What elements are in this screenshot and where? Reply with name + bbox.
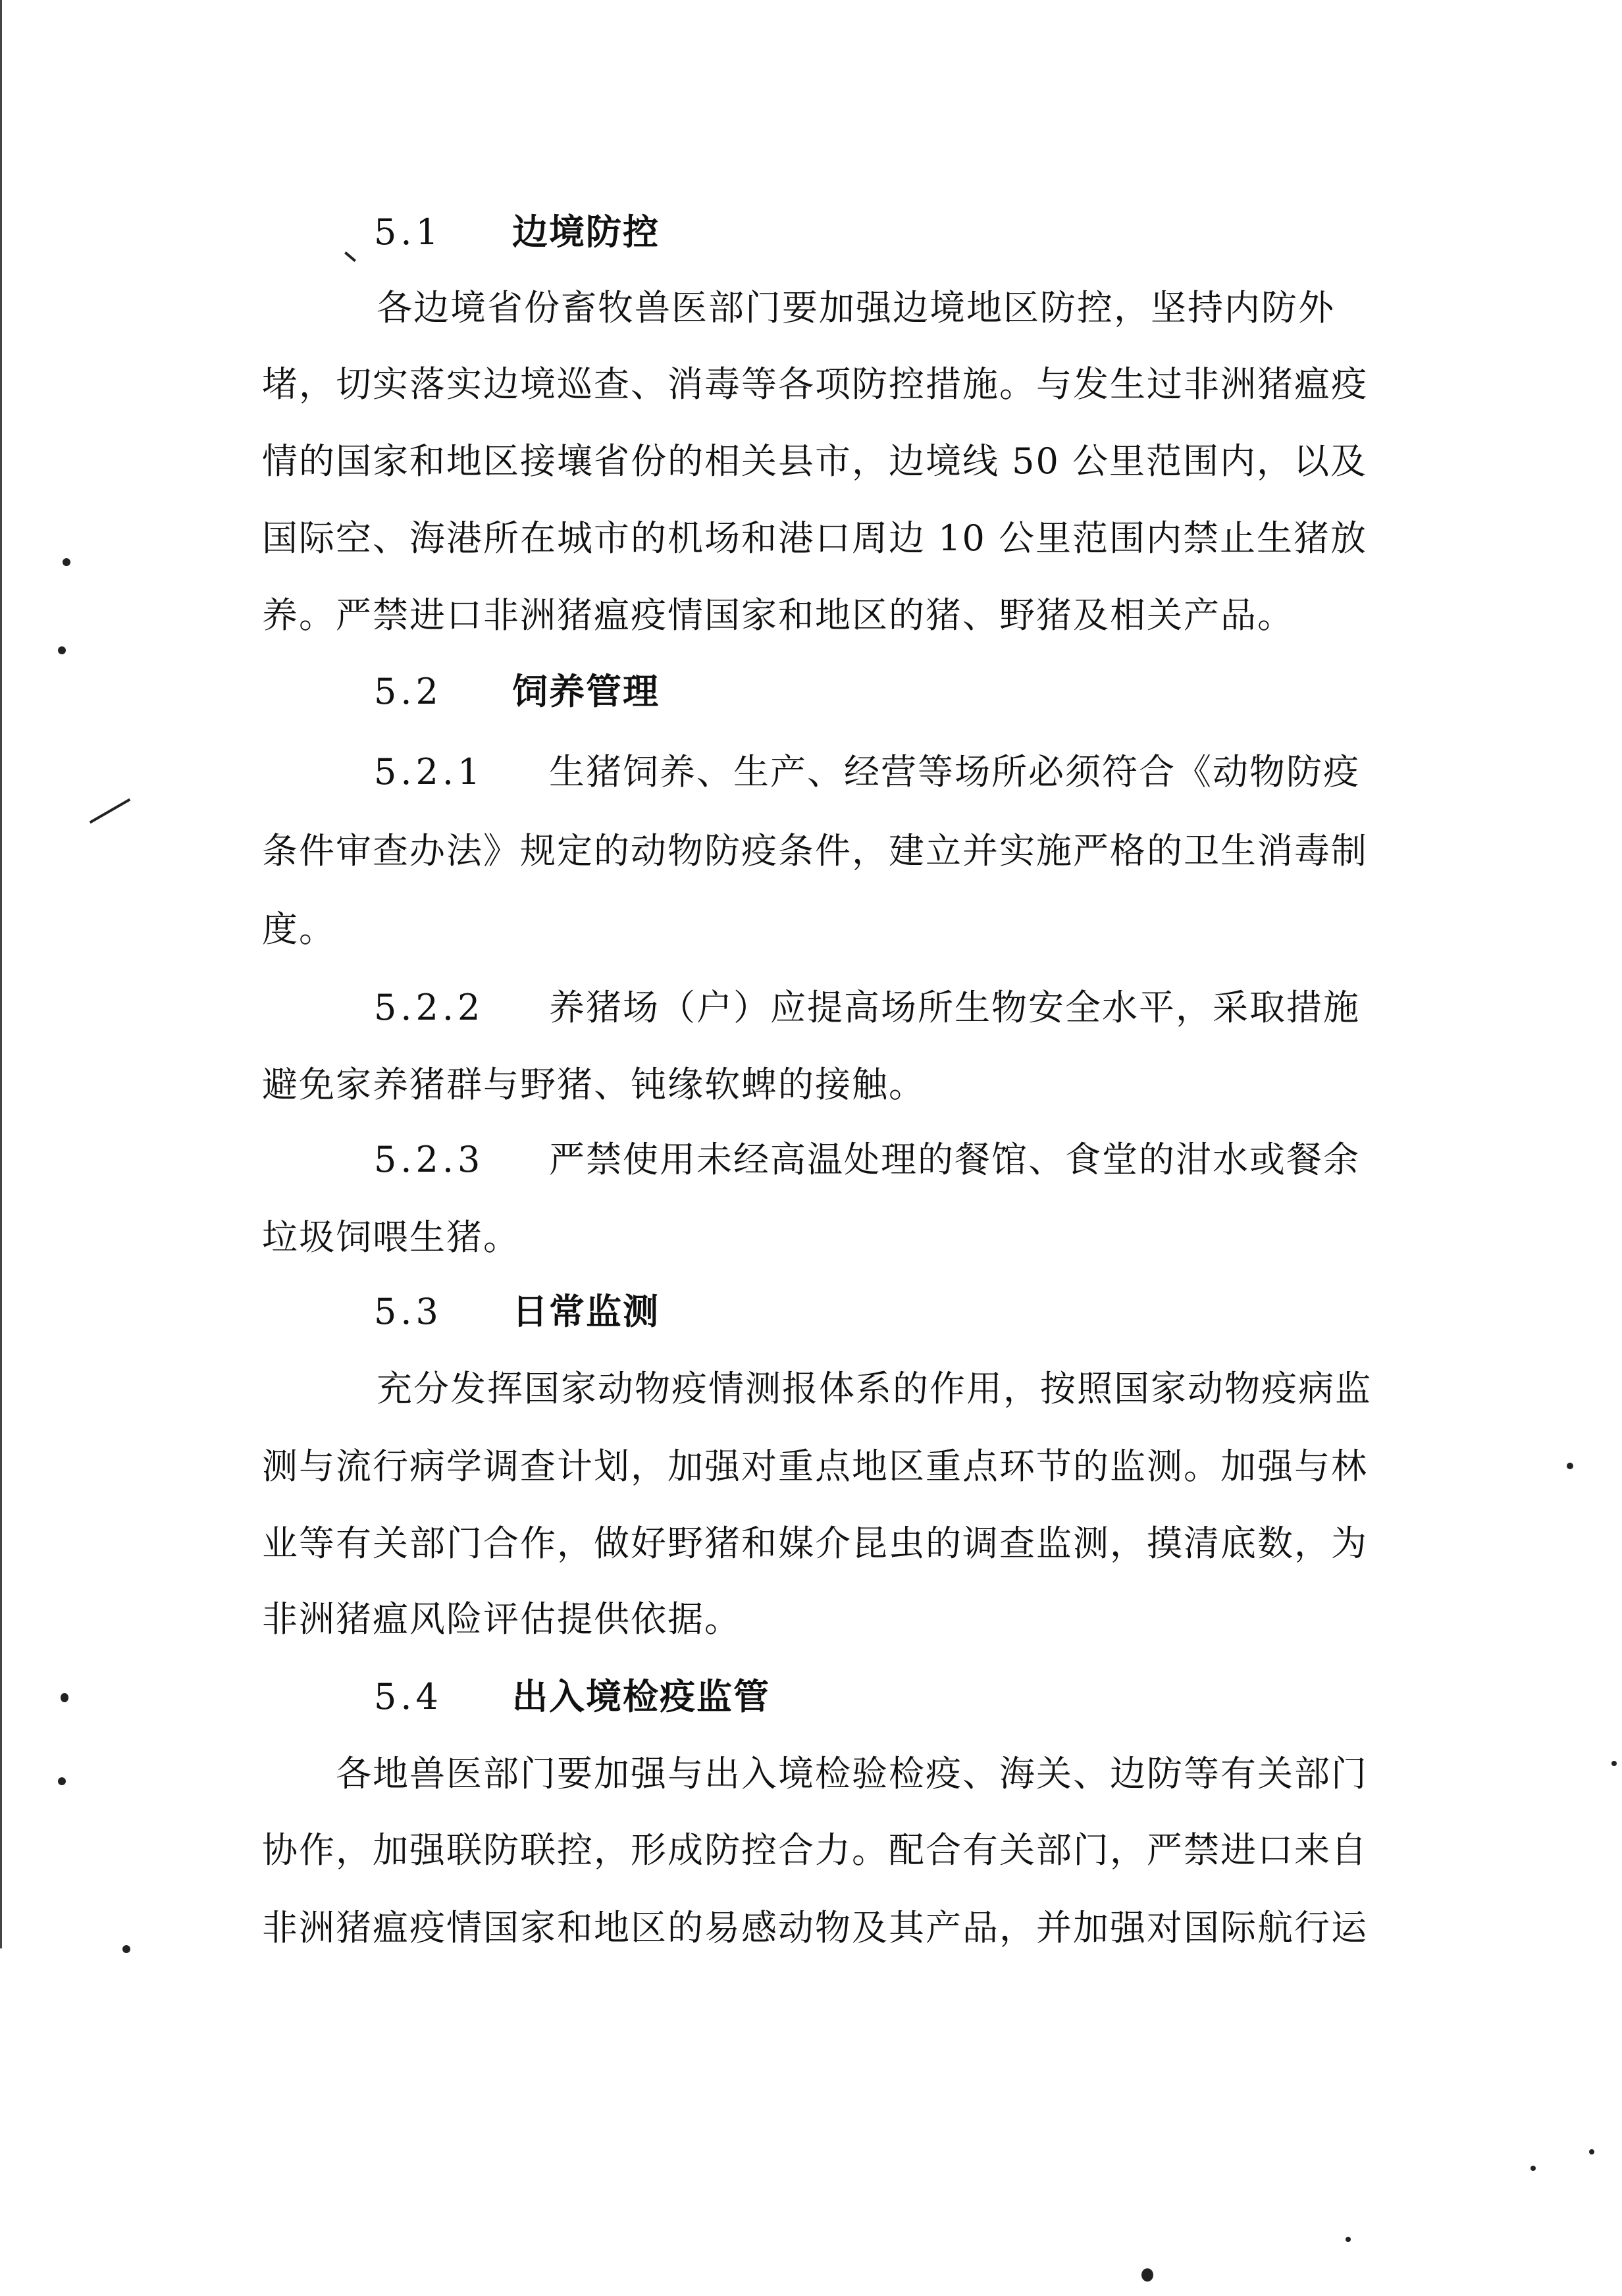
- paragraph-line: 测与流行病学调查计划，加强对重点地区重点环节的监测。加强与林: [262, 1446, 1368, 1487]
- subsection-number: 5.2.3: [374, 1139, 484, 1180]
- subsection-number: 5.2.2: [374, 987, 484, 1028]
- subsection-number: 5.2.1: [374, 751, 484, 793]
- scan-artifact: [1611, 1761, 1617, 1766]
- subsection-text: 严禁使用未经高温处理的餐馆、食堂的泔水或餐余: [549, 1139, 1360, 1180]
- scan-artifact: [1141, 2268, 1153, 2282]
- section-number: 5.3: [374, 1291, 442, 1332]
- section-title: 日常监测: [512, 1291, 660, 1332]
- section-title: 饲养管理: [512, 671, 660, 712]
- scan-artifact: [1567, 1463, 1573, 1469]
- paragraph-line: 各边境省份畜牧兽医部门要加强边境地区防控，坚持内防外: [377, 287, 1335, 328]
- paragraph-line: 堵，切实落实边境巡查、消毒等各项防控措施。与发生过非洲猪瘟疫: [262, 363, 1368, 405]
- paragraph-line: 充分发挥国家动物疫情测报体系的作用，按照国家动物疫病监: [377, 1368, 1372, 1409]
- paragraph-line: 情的国家和地区接壤省份的相关县市，边境线 50 公里范围内，以及: [262, 440, 1368, 482]
- paragraph-line: 国际空、海港所在城市的机场和港口周边 10 公里范围内禁止生猪放: [262, 517, 1368, 559]
- subsection-line-5-2-2: [374, 985, 1360, 1031]
- scan-artifact: [90, 798, 131, 823]
- section-heading-5-2: [374, 669, 660, 715]
- scan-artifact: [122, 1945, 130, 1953]
- section-heading-5-3: [374, 1289, 660, 1335]
- scan-artifact: [58, 646, 66, 654]
- scan-artifact: [63, 558, 70, 566]
- paragraph-line: 度。: [262, 908, 336, 950]
- paragraph-line: 垃圾饲喂生猪。: [262, 1216, 520, 1258]
- section-number: 5.2: [374, 671, 442, 712]
- paragraph-line: 非洲猪瘟疫情国家和地区的易感动物及其产品，并加强对国际航行运: [262, 1907, 1368, 1948]
- paragraph-line: 各地兽医部门要加强与出入境检验检疫、海关、边防等有关部门: [336, 1753, 1368, 1794]
- section-heading-5-4: [374, 1674, 770, 1720]
- section-number: 5.1: [374, 211, 442, 253]
- paragraph-line: 协作，加强联防联控，形成防控合力。配合有关部门，严禁进口来自: [262, 1829, 1368, 1871]
- section-title: 出入境检疫监管: [512, 1676, 770, 1717]
- subsection-line-5-2-3: [374, 1137, 1360, 1183]
- subsection-line-5-2-1: [374, 749, 1360, 795]
- section-heading-5-1: [374, 209, 660, 255]
- paragraph-line: 非洲猪瘟风险评估提供依据。: [262, 1598, 741, 1640]
- scan-artifact: [61, 1693, 68, 1702]
- paragraph-line: 避免家养猪群与野猪、钝缘软蜱的接触。: [262, 1064, 926, 1105]
- scan-artifact: [1346, 2237, 1351, 2242]
- scan-artifact: [344, 251, 356, 262]
- paragraph-line: 条件审查办法》规定的动物防疫条件，建立并实施严格的卫生消毒制: [262, 830, 1368, 872]
- subsection-text: 养猪场（户）应提高场所生物安全水平，采取措施: [549, 987, 1360, 1028]
- scan-artifact: [58, 1777, 66, 1785]
- scan-artifact: [1530, 2166, 1536, 2171]
- paragraph-line: 养。严禁进口非洲猪瘟疫情国家和地区的猪、野猪及相关产品。: [262, 594, 1294, 636]
- scan-page-edge: [0, 0, 2, 1948]
- section-number: 5.4: [374, 1676, 442, 1717]
- subsection-text: 生猪饲养、生产、经营等场所必须符合《动物防疫: [549, 751, 1360, 793]
- scan-artifact: [1589, 2149, 1594, 2154]
- section-title: 边境防控: [512, 211, 660, 253]
- paragraph-line: 业等有关部门合作，做好野猪和媒介昆虫的调查监测，摸清底数，为: [262, 1523, 1368, 1564]
